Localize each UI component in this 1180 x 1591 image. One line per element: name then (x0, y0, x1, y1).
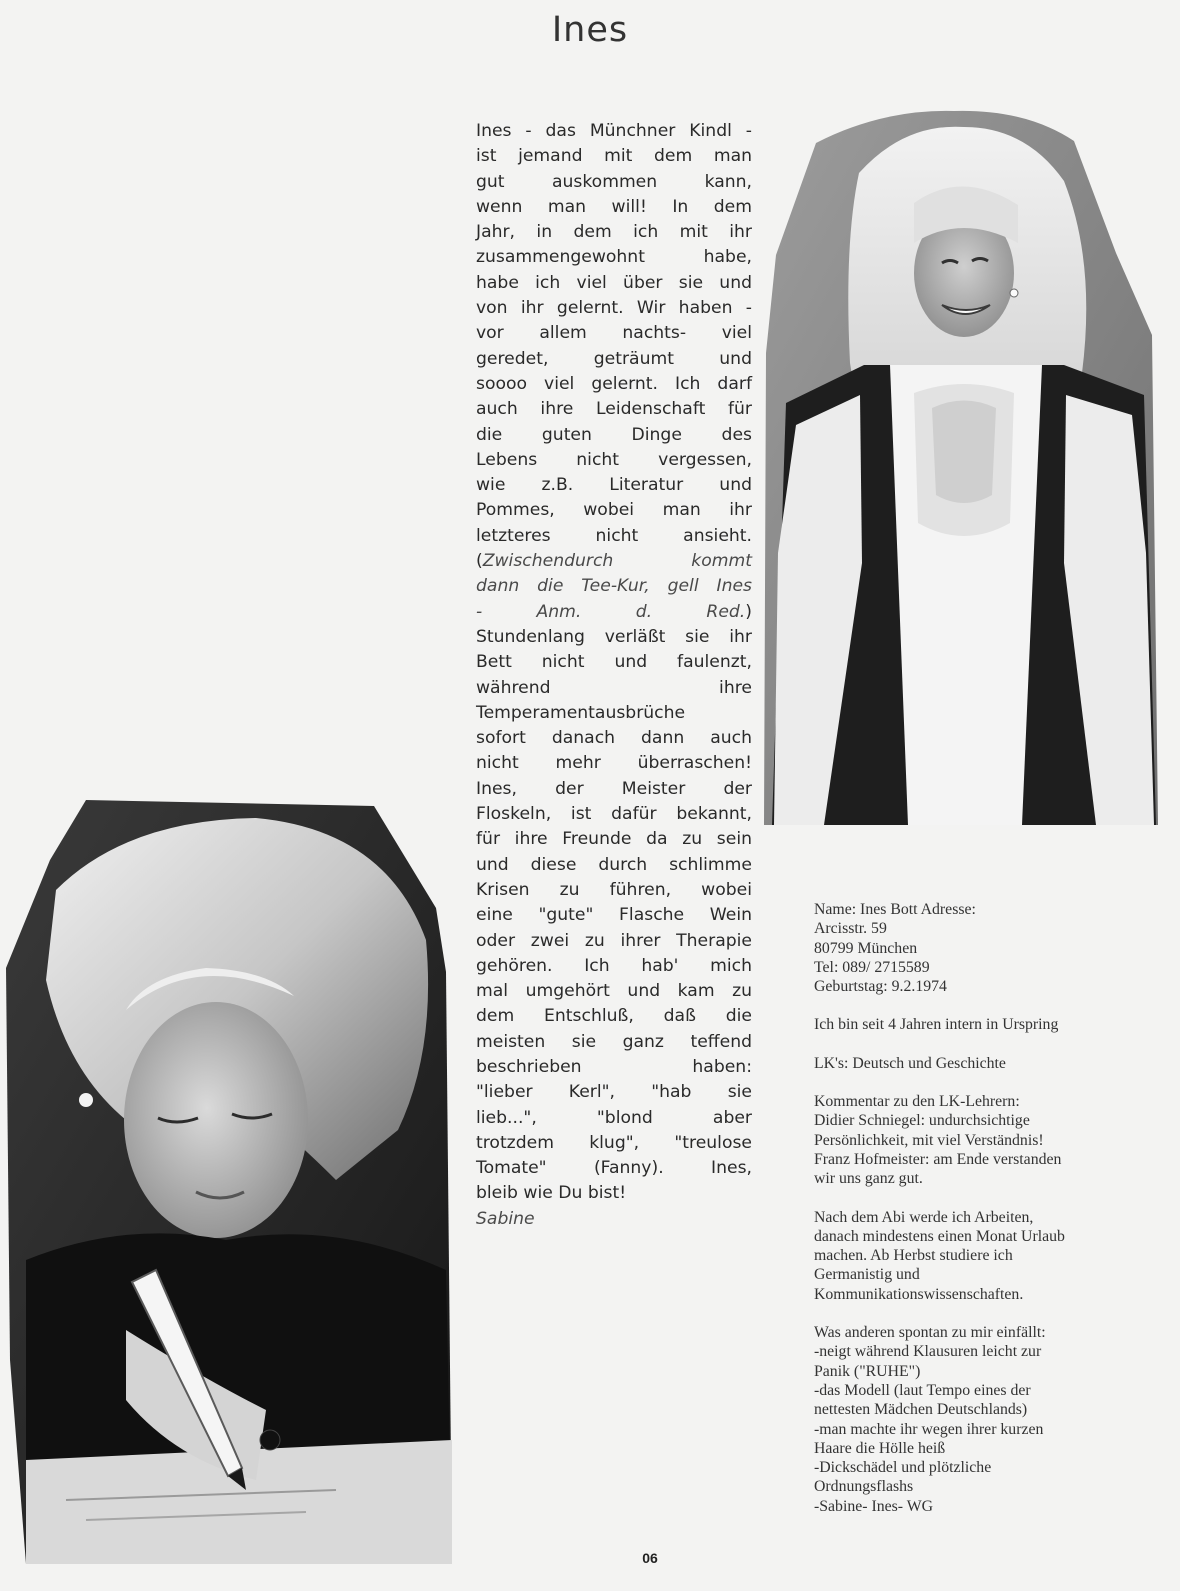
tribute-line: bleib wie Du bist! (476, 1183, 627, 1204)
profile-line: -neigt während Klausuren leicht zur (814, 1343, 1042, 1361)
profile-line: Ich bin seit 4 Jahren intern in Urspring (814, 1016, 1059, 1034)
tribute-line: für ihre Freunde da zu sein (476, 829, 752, 850)
tribute-line: nicht mehr überraschen! (476, 753, 752, 774)
tribute-line: mal umgehört und kam zu (476, 981, 752, 1002)
tribute-line: Stundenlang verläßt sie ihr (476, 626, 752, 647)
spacer (814, 1073, 1134, 1092)
tribute-line: während ihre (476, 677, 752, 698)
tribute-line: Bett nicht und faulenzt, (476, 652, 752, 673)
profile-line: danach mindestens einen Monat Urlaub (814, 1227, 1065, 1245)
profile-line: wir uns ganz gut. (814, 1170, 923, 1188)
profile-line: 80799 München (814, 939, 918, 957)
tribute-line: lieb...", "blond aber (476, 1107, 752, 1128)
tribute-line: geredet, geträumt und (476, 348, 752, 369)
editor-note-text: - Anm. d. Red. (476, 601, 746, 622)
profile-line: Geburtstag: 9.2.1974 (814, 978, 947, 996)
profile-line: Ordnungsflashs (814, 1478, 914, 1496)
profile-line: Nach dem Abi werde ich Arbeiten, (814, 1208, 1034, 1226)
profile-line: machen. Ab Herbst studiere ich (814, 1247, 1013, 1265)
profile-line: -man machte ihr wegen ihrer kurzen (814, 1420, 1044, 1438)
editor-note-close: ) (745, 601, 752, 622)
tribute-line: wie z.B. Literatur und (476, 475, 752, 496)
tribute-line: Lebens nicht vergessen, (476, 449, 752, 470)
tribute-line: Krisen zu führen, wobei (476, 879, 752, 900)
editor-note-text: Zwischendurch kommt (482, 551, 752, 572)
profile-line: Arcisstr. 59 (814, 920, 887, 938)
tribute-line: und diese durch schlimme (476, 854, 752, 875)
tribute-text (476, 119, 752, 1232)
spacer (814, 1304, 1134, 1323)
tribute-line: Tomate" (Fanny). Ines, (476, 1158, 752, 1179)
profile-line: -das Modell (laut Tempo eines der (814, 1381, 1031, 1399)
tribute-line: vor allem nachts- viel (476, 323, 752, 344)
profile-line: Persönlichkeit, mit viel Verständnis! (814, 1131, 1044, 1149)
profile-line: Franz Hofmeister: am Ende verstanden (814, 1150, 1062, 1168)
tribute-line: trotzdem klug", "treulose (476, 1132, 752, 1153)
profile-line: Kommunikationswissenschaften. (814, 1285, 1024, 1303)
writing-portrait-photo (6, 800, 458, 1564)
profile-line: Panik ("RUHE") (814, 1362, 921, 1380)
profile-line: Name: Ines Bott Adresse: (814, 901, 976, 918)
tribute-line: Ines - das Münchner Kindl - (476, 121, 752, 141)
tribute-line: dem Entschluß, daß die (476, 1006, 752, 1027)
tribute-line: beschrieben haben: (476, 1056, 752, 1077)
profile-line: -Dickschädel und plötzliche (814, 1459, 992, 1477)
profile-line: Tel: 089/ 2715589 (814, 958, 930, 976)
tribute-line: zusammengewohnt habe, (476, 247, 752, 268)
tribute-line: habe ich viel über sie und (476, 272, 752, 293)
tribute-line: sofort danach dann auch (476, 728, 752, 749)
profile-line: LK's: Deutsch und Geschichte (814, 1054, 1006, 1072)
spacer (814, 996, 1134, 1015)
profile-line: nettesten Mädchen Deutschlands) (814, 1401, 1028, 1419)
profile-info (814, 900, 1134, 1516)
tribute-line: oder zwei zu ihrer Therapie (476, 930, 752, 951)
page-title: Ines (551, 10, 629, 50)
editor-note-open: ( (476, 551, 483, 572)
tribute-signature: Sabine (476, 1208, 535, 1229)
editor-note-line (476, 600, 752, 625)
spacer (814, 1189, 1134, 1208)
spacer (814, 1035, 1134, 1054)
profile-line: Kommentar zu den LK-Lehrern: (814, 1093, 1020, 1111)
tribute-line: letzteres nicht ansieht. (476, 525, 752, 546)
tribute-line: von ihr gelernt. Wir haben - (476, 298, 752, 319)
tribute-line: eine "gute" Flasche Wein (476, 905, 752, 926)
profile-line: Haare die Hölle heiß (814, 1439, 946, 1457)
editor-note-line (476, 549, 752, 574)
tribute-line: Jahr, in dem ich mit ihr (476, 222, 752, 243)
tribute-line: Floskeln, ist dafür bekannt, (476, 804, 752, 825)
tribute-line: ist jemand mit dem man (476, 146, 752, 167)
editor-note-line: dann die Tee-Kur, gell Ines (476, 576, 752, 597)
tribute-line: gut auskommen kann, (476, 171, 752, 192)
tribute-line: Pommes, wobei man ihr (476, 500, 752, 521)
tribute-line: die guten Dinge des (476, 424, 752, 445)
tribute-line: gehören. Ich hab' mich (476, 955, 752, 976)
profile-line: Didier Schniegel: undurchsichtige (814, 1112, 1030, 1130)
profile-line: -Sabine- Ines- WG (814, 1497, 934, 1515)
tribute-line: Ines, der Meister der (476, 778, 752, 799)
tribute-line: "lieber Kerl", "hab sie (476, 1082, 752, 1103)
tribute-line: wenn man will! In dem (476, 196, 752, 217)
profile-line: Germanistig und (814, 1266, 920, 1284)
profile-line: Was anderen spontan zu mir einfällt: (814, 1324, 1046, 1342)
tribute-line: Temperamentausbrüche (476, 702, 686, 723)
tribute-line: meisten sie ganz teffend (476, 1031, 752, 1052)
page-number: 06 (642, 1550, 658, 1566)
standing-portrait-photo (764, 103, 1164, 825)
tribute-line: auch ihre Leidenschaft für (476, 399, 752, 420)
tribute-line: soooo viel gelernt. Ich darf (476, 373, 752, 394)
